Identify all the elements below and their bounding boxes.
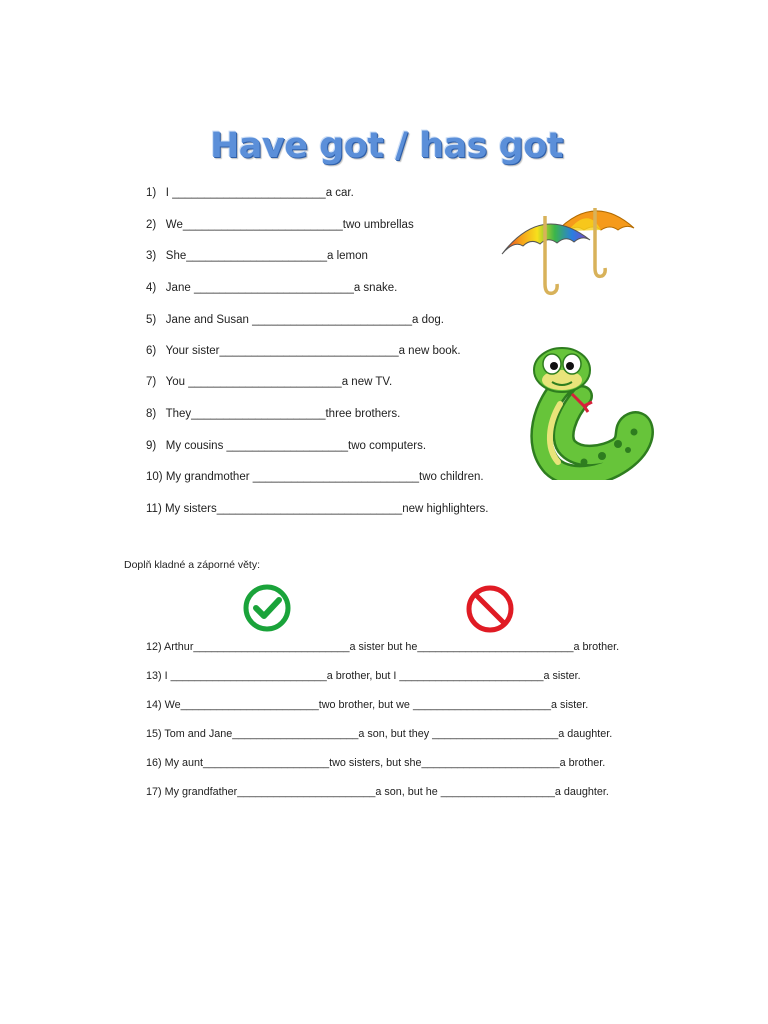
exercise-9: 9) My cousins ___________________two computers. bbox=[146, 440, 427, 452]
exercise-10: 10) My grandmother __________________________two children. bbox=[146, 471, 484, 483]
exercise-2: 2) We_________________________two umbrellas bbox=[146, 219, 414, 231]
exercise-17: 17) My grandfather_______________________a son, but he ___________________a daughter. bbox=[146, 786, 609, 798]
exercise-8: 8) They_____________________three brothers. bbox=[146, 408, 401, 420]
page-title: Have got / has got bbox=[210, 126, 564, 166]
exercise-5: 5) Jane and Susan _________________________a dog. bbox=[146, 314, 444, 326]
prohibited-icon bbox=[465, 585, 515, 633]
exercise-14: 14) We_______________________two brother, but we _______________________a sister. bbox=[146, 699, 589, 711]
exercise-11: 11) My sisters_____________________________new highlighters. bbox=[146, 503, 489, 515]
snake-icon bbox=[522, 344, 654, 480]
exercise-3: 3) She______________________a lemon bbox=[146, 250, 368, 262]
exercise-7: 7) You ________________________a new TV. bbox=[146, 376, 393, 388]
check-icon bbox=[242, 584, 292, 632]
exercise-15: 15) Tom and Jane_____________________a son, but they _____________________a daughter. bbox=[146, 728, 613, 740]
exercise-13: 13) I __________________________a brother, but I ________________________a sister. bbox=[146, 670, 581, 682]
umbrellas-icon bbox=[498, 198, 638, 300]
exercise-12: 12) Arthur__________________________a sister but he__________________________a brother. bbox=[146, 641, 620, 653]
exercise-4: 4) Jane _________________________a snake. bbox=[146, 282, 398, 294]
exercise-16: 16) My aunt_____________________two sisters, but she_______________________a brother. bbox=[146, 757, 606, 769]
exercise-1: 1) I ________________________a car. bbox=[146, 187, 354, 199]
exercise-6: 6) Your sister____________________________a new book. bbox=[146, 345, 461, 357]
instruction-text: Doplň kladné a záporné věty: bbox=[124, 559, 261, 571]
